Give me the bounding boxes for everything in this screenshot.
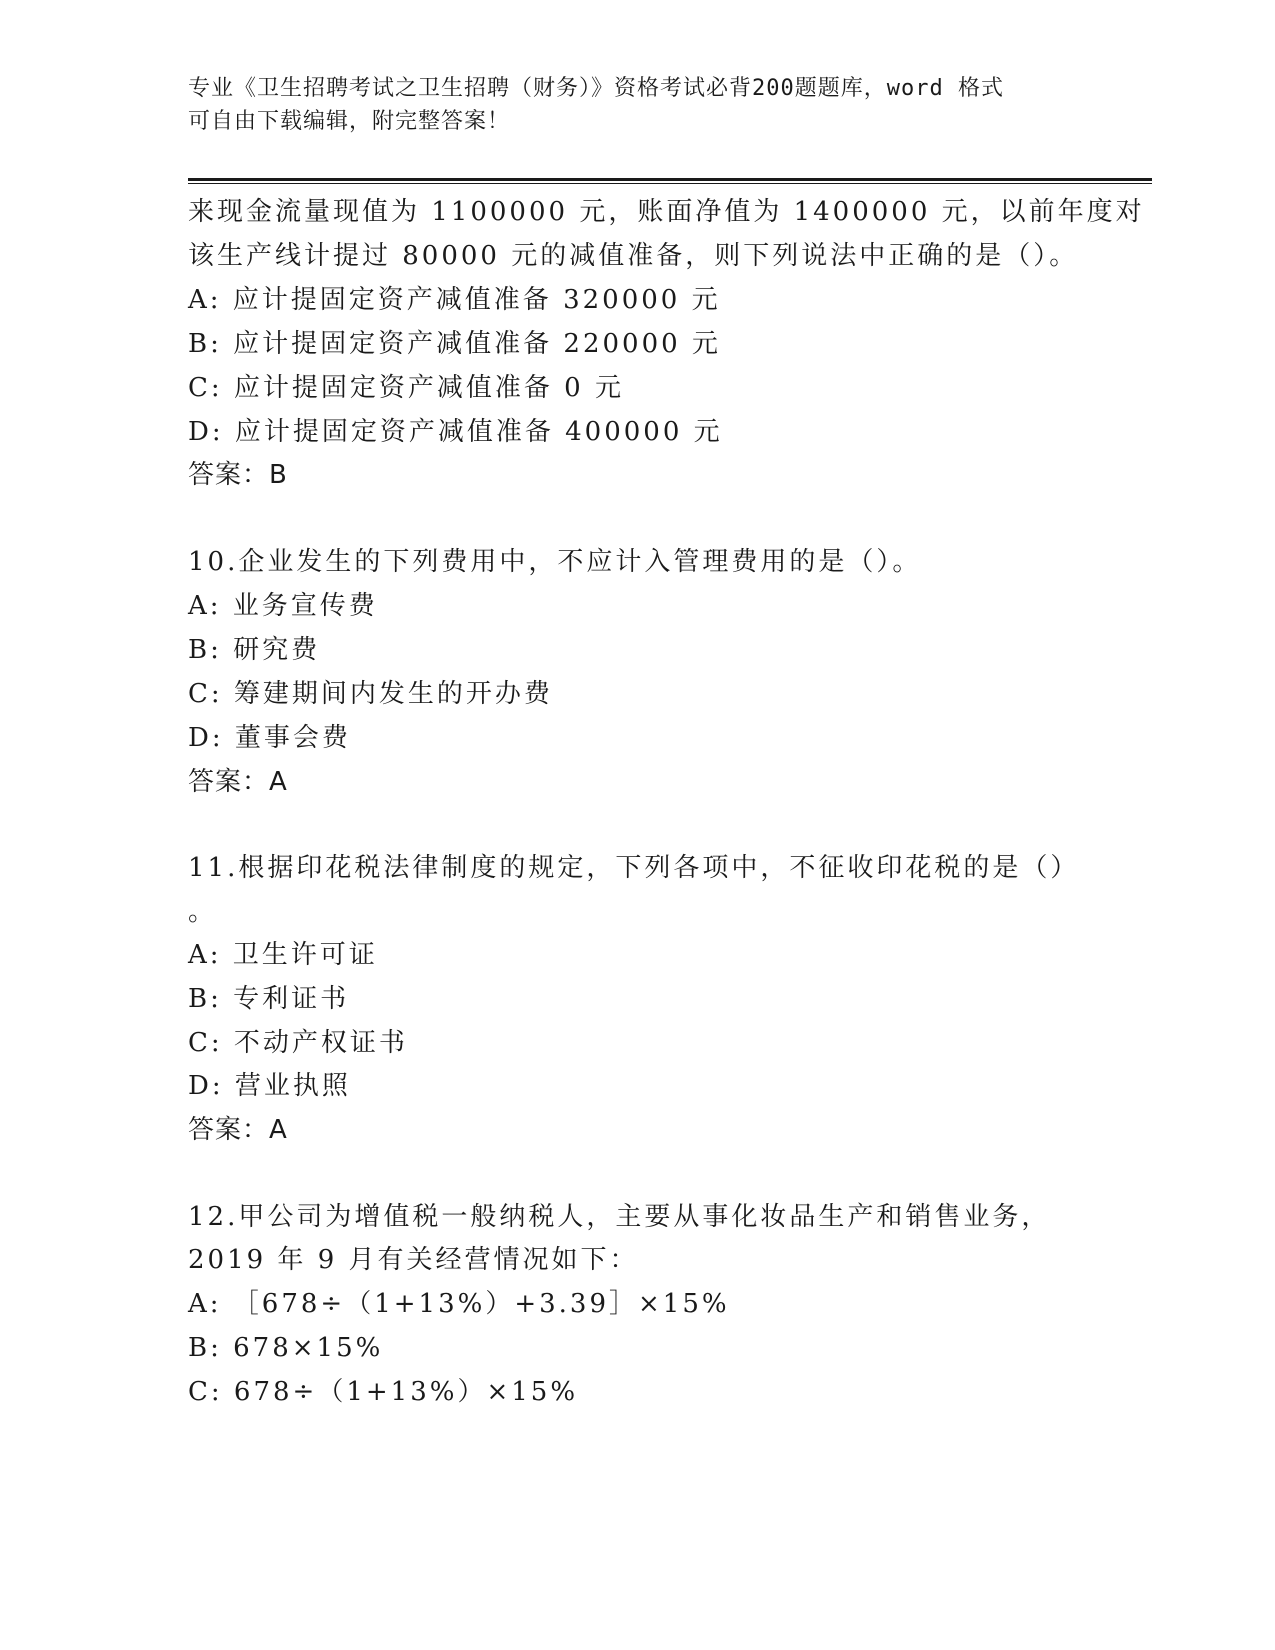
q11-option-a: A: 卫生许可证 [188,940,378,970]
q9-option-c: C: 应计提固定资产减值准备 0 元 [188,373,624,403]
header-divider-thin [188,183,1152,184]
header-divider [188,178,1152,181]
header-title-line-2: 可自由下载编辑，附完整答案！ [188,109,511,134]
q12-option-a: A: ［678÷（1+13%）+3.39］×15% [188,1289,730,1319]
document-header [188,72,1088,138]
q12-option-c: C: 678÷（1+13%）×15% [188,1377,579,1407]
q11-stem-line-1: 11.根据印花税法律制度的规定，下列各项中，不征收印花税的是（） [188,853,1080,883]
q10-option-a: A: 业务宣传费 [188,591,378,621]
q10-option-b: B: 研究费 [188,635,321,665]
q11-option-c: C: 不动产权证书 [188,1028,408,1058]
q12-stem-line-2: 2019 年 9 月有关经营情况如下： [188,1245,639,1275]
q11-answer: 答案：A [188,1115,288,1145]
q11-stem-line-2: 。 [188,897,218,927]
q9-option-d: D: 应计提固定资产减值准备 400000 元 [188,417,723,447]
q9-stem-line-1: 来现金流量现值为 1100000 元，账面净值为 1400000 元，以前年度对 [188,197,1145,227]
header-title-line-1: 专业《卫生招聘考试之卫生招聘（财务）》资格考试必背200题题库，word 格式 [188,76,1004,101]
q9-option-b: B: 应计提固定资产减值准备 220000 元 [188,329,721,359]
q10-answer: 答案：A [188,767,288,797]
q10-option-d: D: 董事会费 [188,723,351,753]
q10-option-c: C: 筹建期间内发生的开办费 [188,679,553,709]
q11-option-d: D: 营业执照 [188,1071,351,1101]
q10-stem-line-1: 10.企业发生的下列费用中，不应计入管理费用的是（）。 [188,547,922,577]
q9-stem-line-2: 该生产线计提过 80000 元的减值准备，则下列说法中正确的是（）。 [188,241,1079,271]
q12-option-b: B: 678×15% [188,1333,384,1363]
q9-answer: 答案：B [188,460,288,490]
q9-option-a: A: 应计提固定资产减值准备 320000 元 [188,285,721,315]
q12-stem-line-1: 12.甲公司为增值税一般纳税人，主要从事化妆品生产和销售业务， [188,1202,1051,1232]
q11-option-b: B: 专利证书 [188,984,350,1014]
